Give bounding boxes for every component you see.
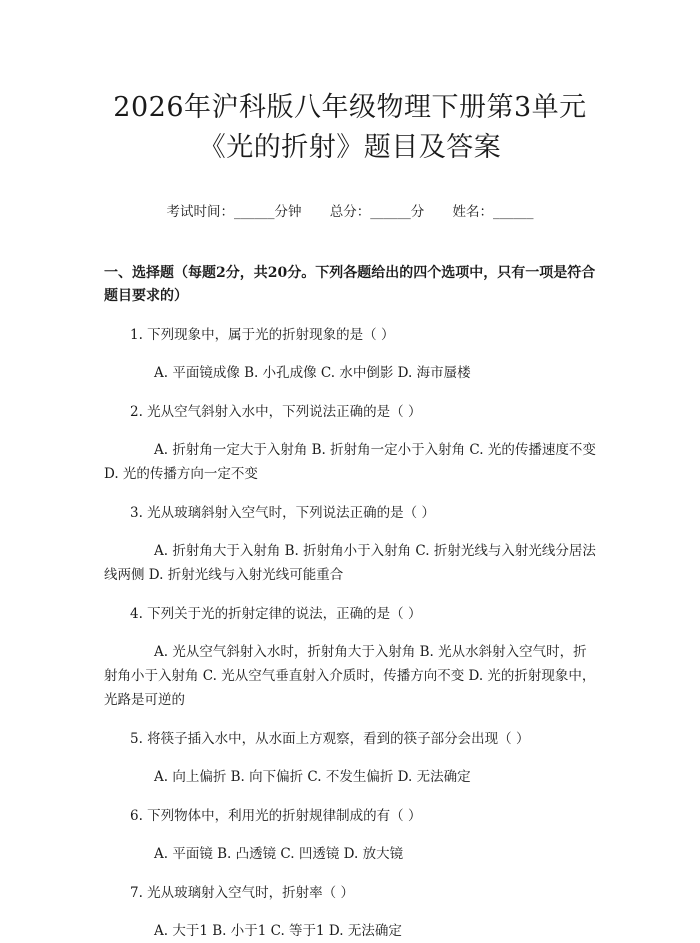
question-item (104, 324, 596, 385)
question-item (104, 728, 596, 789)
question-list (104, 324, 596, 943)
question-options: A. 光从空气斜射入水时，折射角大于入射角 B. 光从水斜射入空气时，折射角小于入射角 C. 光从空气垂直射入介质时，传播方向不变 D. 光的折射现象中，光路是可逆的 (104, 644, 596, 708)
student-name-field: 姓名：______ (452, 204, 534, 220)
question-stem: 2. 光从空气斜射入水中，下列说法正确的是（ ） (130, 404, 422, 420)
total-score-field: 总分：______分 (329, 204, 425, 220)
question-options: A. 平面镜成像 B. 小孔成像 C. 水中倒影 D. 海市蜃楼 (154, 365, 471, 381)
question-stem: 6. 下列物体中，利用光的折射规律制成的有（ ） (130, 808, 422, 824)
question-item (104, 502, 596, 587)
question-options: A. 平面镜 B. 凸透镜 C. 凹透镜 D. 放大镜 (154, 846, 404, 862)
exam-time-field: 考试时间：______分钟 (166, 204, 302, 220)
question-options: A. 折射角大于入射角 B. 折射角小于入射角 C. 折射光线与入射光线分居法线两侧 D. 折射光线与入射光线可能重合 (104, 543, 596, 583)
question-options: A. 大于1 B. 小于1 C. 等于1 D. 无法确定 (154, 923, 402, 939)
question-stem: 4. 下列关于光的折射定律的说法，正确的是（ ） (130, 606, 422, 622)
question-stem: 7. 光从玻璃射入空气时，折射率（ ） (130, 885, 354, 901)
question-item (104, 603, 596, 712)
question-item (104, 882, 596, 943)
question-stem: 5. 将筷子插入水中，从水面上方观察，看到的筷子部分会出现（ ） (130, 731, 530, 747)
question-options: A. 向上偏折 B. 向下偏折 C. 不发生偏折 D. 无法确定 (154, 769, 471, 785)
question-stem: 3. 光从玻璃斜射入空气时，下列说法正确的是（ ） (130, 505, 435, 521)
section-heading-choice: 一、选择题（每题2分，共20分。下列各题给出的四个选项中，只有一项是符合题目要求的） (104, 265, 596, 304)
question-stem: 1. 下列现象中，属于光的折射现象的是（ ） (130, 327, 395, 343)
question-options: A. 折射角一定大于入射角 B. 折射角一定小于入射角 C. 光的传播速度不变 D. 光的传播方向一定不变 (104, 442, 596, 482)
question-item (104, 805, 596, 866)
exam-meta (104, 200, 596, 220)
question-item (104, 401, 596, 486)
document-title: 2026年沪科版八年级物理下册第3单元《光的折射》题目及答案 (113, 92, 587, 163)
